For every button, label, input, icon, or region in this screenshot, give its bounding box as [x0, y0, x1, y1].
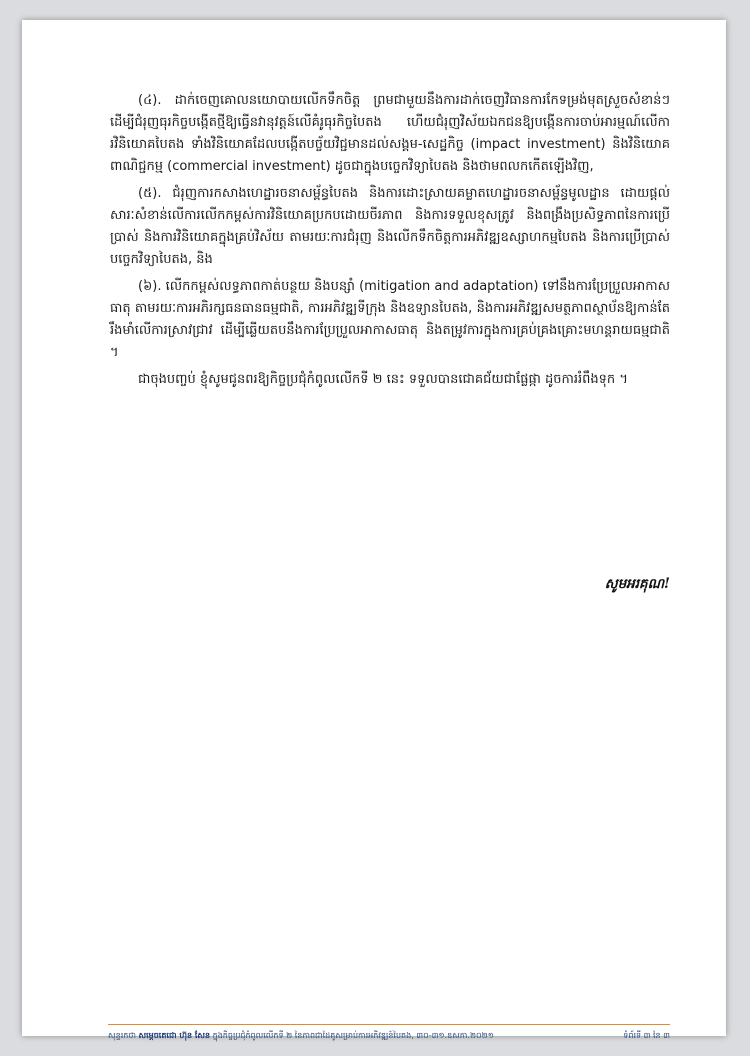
footer-prefix: សុន្ទរកថា [108, 1031, 136, 1040]
footer-caption [108, 1030, 494, 1042]
page-footer [108, 1030, 670, 1042]
page-number: ទំព័រទី ៣ នៃ ៣ [623, 1031, 670, 1040]
document-page [22, 20, 726, 1040]
footer-speaker: សម្ដេចតេជោ ហ៊ុន សែន [138, 1031, 211, 1040]
closing-thanks: សូមអរគុណ! [604, 576, 670, 592]
footer-event: ក្នុងកិច្ចប្រជុំកំពូលលើកទី ២ នៃភាពជាដៃគូសម្រាប់ការអភិវឌ្ឍន៍បៃតង, ៣០-៣១.ឧសភា.២០២១ [212, 1031, 494, 1040]
document-body [110, 90, 670, 396]
paragraph-6: (៦). លើកកម្ពស់លទ្ធភាពកាត់បន្ថយ និងបន្សាំ (mitigation and adaptation) ទៅនឹងការប្រែប្រួលអាកាសធាតុ តាមរយៈការអភិរក្សធនធានធម្មជាតិ, ការអភិវឌ្ឍទីក្រុង និងឧទ្យានបៃតង, និងការអភិវឌ្ឍសមត្ថភាពស្ថាប័នឱ្យកាន់តែរឹងមាំលើការស្រាវជ្រាវ ដើម្បីឆ្លើយតបនឹងការប្រែប្រួលអាកាសធាតុ និងតម្រូវការក្នុងការគ្រប់គ្រងគ្រោះមហន្តរាយធម្មជាតិ ។ [110, 279, 671, 360]
footer-divider [108, 1024, 670, 1025]
paragraph-5: (៥). ជំរុញការកសាងហេដ្ឋារចនាសម្ព័ន្ធបៃតង និងការដោះស្រាយគម្លាតហេដ្ឋារចនាសម្ព័ន្ធមូលដ្ឋាន ដោយផ្ដល់សារៈសំខាន់លើការលើកកម្ពស់ការវិនិយោគប្រកបដោយចីរភាព និងការទទួលខុសត្រូវ និងពង្រឹងប្រសិទ្ធភាពនៃការប្រើប្រាស់ និងការវិនិយោគក្នុងគ្រប់វិស័យ តាមរយៈការជំរុញ និងលើកទឹកចិត្តការអភិវឌ្ឍឧស្សាហកម្មបៃតង និងការប្រើប្រាស់បច្ចេកវិទ្យាបៃតង, និង [110, 186, 670, 267]
paragraph-4: (៤). ដាក់ចេញគោលនយោបាយលើកទឹកចិត្ត ព្រមជាមួយនឹងការដាក់ចេញវិធានការកែទម្រង់មុតស្រួចសំខាន់ៗ ដើម្បីជំរុញធុរកិច្ចបង្កើតថ្មីឱ្យធ្វើនវានុវត្តន៍លើគំរូធុរកិច្ចបៃតង ហើយជំរុញវិស័យឯកជនឱ្យបង្កើនការចាប់អារម្មណ៍លើការវិនិយោគបៃតង ទាំងវិនិយោគដែលបង្កើតបច្ច័យវិជ្ជមានដល់សង្គម-សេដ្ឋកិច្ច (impact investment) និងវិនិយោគពាណិជ្ជកម្ម (commercial investment) ដូចជាក្នុងបច្ចេកវិទ្យាបៃតង និងថាមពលកកើតឡើងវិញ, [110, 93, 670, 174]
conclusion-paragraph: ជាចុងបញ្ចប់ ខ្ញុំសូមជូនពរឱ្យកិច្ចប្រជុំកំពូលលើកទី ២ នេះ ទទួលបានជោគជ័យជាផ្លែផ្កា ដូចការរំពឹងទុក ។ [138, 372, 628, 387]
